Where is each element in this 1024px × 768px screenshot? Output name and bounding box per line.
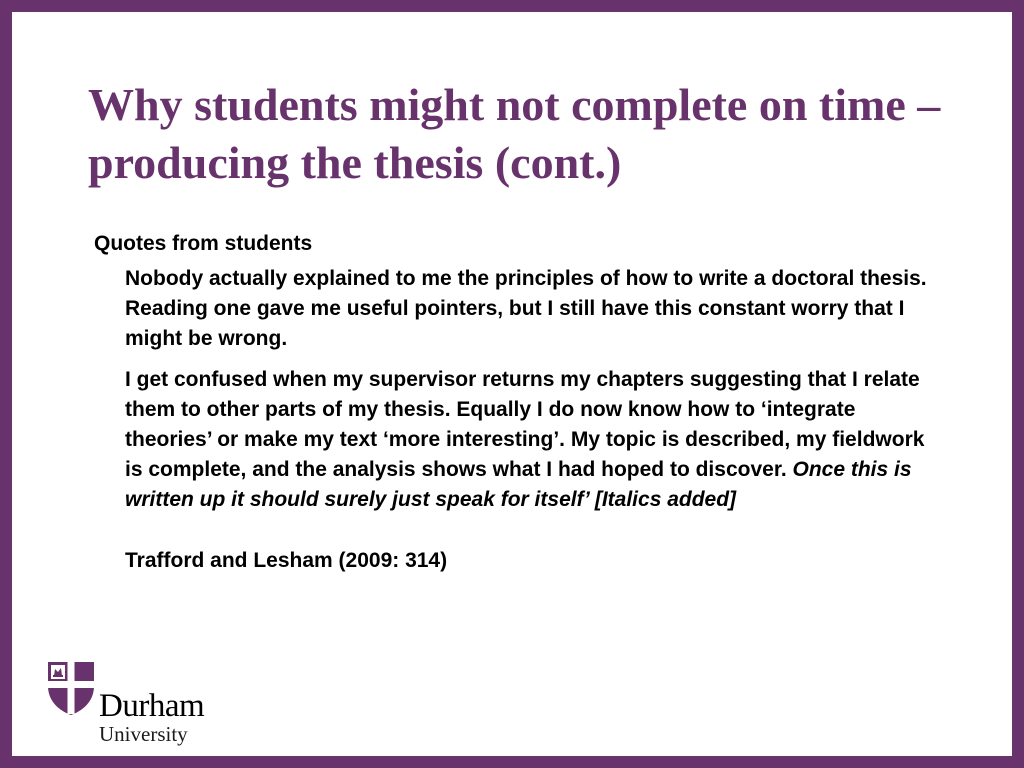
logo-name: Durham bbox=[99, 688, 205, 724]
logo-subtitle: University bbox=[99, 722, 188, 746]
quote-1: Nobody actually explained to me the principles of how to write a doctoral thesis. Reading one gave me useful pointers, but I still have this constant worry that I might be wrong. bbox=[125, 267, 927, 350]
citation: Trafford and Lesham (2009: 314) bbox=[125, 549, 448, 572]
slide-title: Why students might not complete on time – producing the thesis (cont.) bbox=[88, 79, 941, 188]
slide-body bbox=[94, 229, 944, 576]
durham-crest-icon bbox=[46, 660, 96, 716]
quote-2 bbox=[125, 365, 944, 515]
quote-2-italic: Once this is written up it should surely just speak for itself’ [Italics added] bbox=[125, 458, 912, 511]
university-logo bbox=[46, 660, 246, 750]
quotes-heading: Quotes from students bbox=[94, 232, 313, 255]
quote-2-text: I get confused when my supervisor returns my chapters suggesting that I relate them to other parts of my thesis. Equally I do now know how to ‘integrate theories’ or make my text ‘more interesting’. My topic is described, my fieldwork is complete, and the analysis shows what I had hoped to discover. bbox=[125, 368, 925, 481]
